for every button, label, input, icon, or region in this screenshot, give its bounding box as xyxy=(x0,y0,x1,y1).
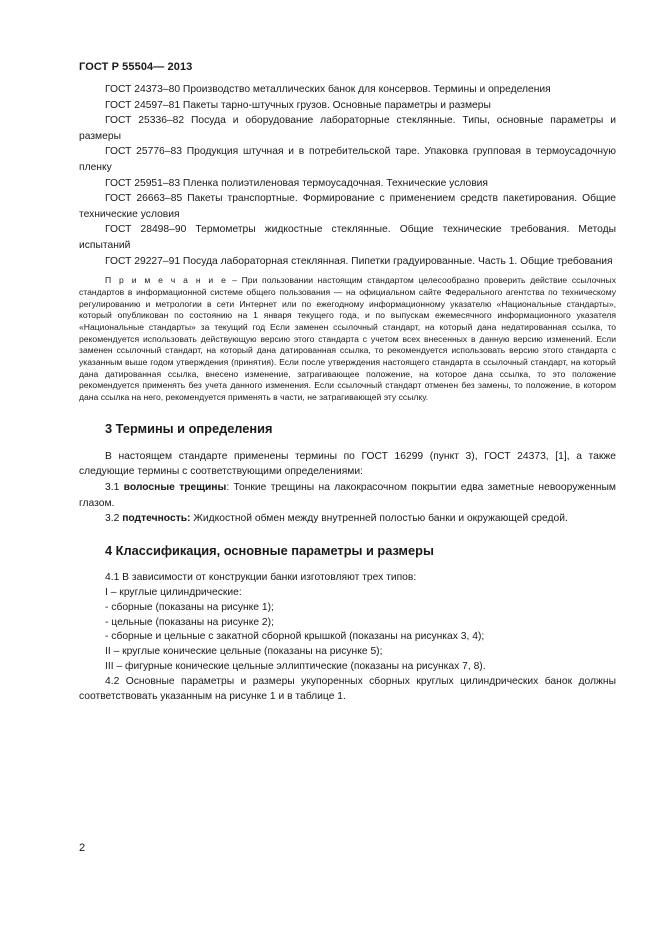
reference-item: ГОСТ 25336–82 Посуда и оборудование лабораторные стеклянные. Типы, основные параметры и размеры xyxy=(79,115,616,142)
reference-item: ГОСТ 24597–81 Пакеты тарно-штучных грузов. Основные параметры и размеры xyxy=(105,99,491,111)
page-number: 2 xyxy=(79,842,86,854)
reference-item: ГОСТ 24373–80 Производство металлических банок для консервов. Термины и определения xyxy=(105,84,551,95)
type-list-item: - цельные (показаны на рисунке 2); xyxy=(105,616,274,628)
section-4-heading: 4 Классификация, основные параметры и размеры xyxy=(105,542,434,558)
section-3-intro: В настоящем стандарте применены термины по ГОСТ 16299 (пункт 3), ГОСТ 24373, [1], а также следующие термины с соответствующими определениями: xyxy=(79,450,616,478)
reference-item: ГОСТ 29227–91 Посуда лабораторная стеклянная. Пипетки градуированные. Часть 1. Общие требования xyxy=(105,255,613,267)
term-3-1 xyxy=(79,480,616,511)
note-text: – При пользовании настоящим стандартом целесообразно проверить действие ссылочных стандартов в информационной системе общего пользования — на официальном сайте Федерального агентства по техническому регулированию и метрологии в сети Интернет или по ежегодному информационному указателю «Национальные стандарты», который опубликован по состоянию на 1 января текущего года, и по выпускам ежемесячного информационного указателя «Национальные стандарты» за текущий год Если заменен ссылочный стандарт, на который дана недатированная ссылка, то рекомендуется использовать действующую версию этого стандарта с учетом всех внесенных в данную версию изменений. Если заменен ссылочный стандарт, на который дана датированная ссылка, то рекомендуется использовать версию этого стандарта с указанным выше годом утверждения (принятия). Если после утверждения настоящего стандарта в ссылочный стандарт, на который дана датированная ссылка, внесено изменение, затрагивающее положение, на которое дана ссылка, то это положение рекомендуется применять без учета данного изменения. Если ссылочный стандарт отменен без замены, то положение, в котором дана ссылка на него, рекомендуется применять в части, не затрагивающей эту ссылку. xyxy=(79,275,617,403)
term-name: подтечность: xyxy=(122,513,191,525)
reference-item: ГОСТ 28498–90 Термометры жидкостные стеклянные. Общие технические требования. Методы испытаний xyxy=(79,224,616,251)
term-name: волосные трещины xyxy=(123,482,227,494)
type-list-item: - сборные и цельные с закатной сборной крышкой (показаны на рисунках 3, 4); xyxy=(105,631,485,643)
term-definition: Жидкостной обмен между внутренней полостью банки и окружающей средой. xyxy=(190,513,568,525)
note-label: П р и м е ч а н и е xyxy=(105,275,228,286)
section-3-body xyxy=(79,449,616,527)
reference-item: ГОСТ 26663–85 Пакеты транспортные. Формирование с применением средств пакетирования. Общие технические условия xyxy=(79,193,616,220)
term-3-2 xyxy=(79,511,616,527)
document-header: ГОСТ Р 55504— 2013 xyxy=(79,61,193,73)
document-body xyxy=(79,82,616,705)
reference-item: ГОСТ 25776–83 Продукция штучная и в потребительской таре. Упаковка групповая в термоусадочную пленку xyxy=(79,146,616,173)
term-number: 3.1 xyxy=(105,482,124,494)
reference-item: ГОСТ 25951–83 Пленка полиэтиленовая термоусадочная. Технические условия xyxy=(105,177,489,189)
term-definition: : Тонкие трещины на лакокрасочном покрытии едва заметные невооруженным глазом. xyxy=(79,482,616,509)
note-paragraph xyxy=(79,275,616,404)
type-list-item: II – круглые конические цельные (показаны на рисунке 5); xyxy=(105,646,383,658)
clause-4-1: 4.1 В зависимости от конструкции банки изготовляют трех типов: xyxy=(105,571,417,583)
section-3-heading: 3 Термины и определения xyxy=(105,420,273,436)
term-number: 3.2 xyxy=(105,513,123,525)
section-4-body xyxy=(79,571,616,705)
normative-references xyxy=(79,82,616,269)
type-list-item: - сборные (показаны на рисунке 1); xyxy=(105,601,274,613)
clause-4-2: 4.2 Основные параметры и размеры укупоренных сборных круглых цилиндрических банок должны соответствовать указанным на рисунке 1 и в таблице 1. xyxy=(79,676,616,703)
type-list-item: I – круглые цилиндрические: xyxy=(105,586,242,598)
type-list-item: III – фигурные конические цельные эллиптические (показаны на рисунках 7, 8). xyxy=(105,661,486,673)
